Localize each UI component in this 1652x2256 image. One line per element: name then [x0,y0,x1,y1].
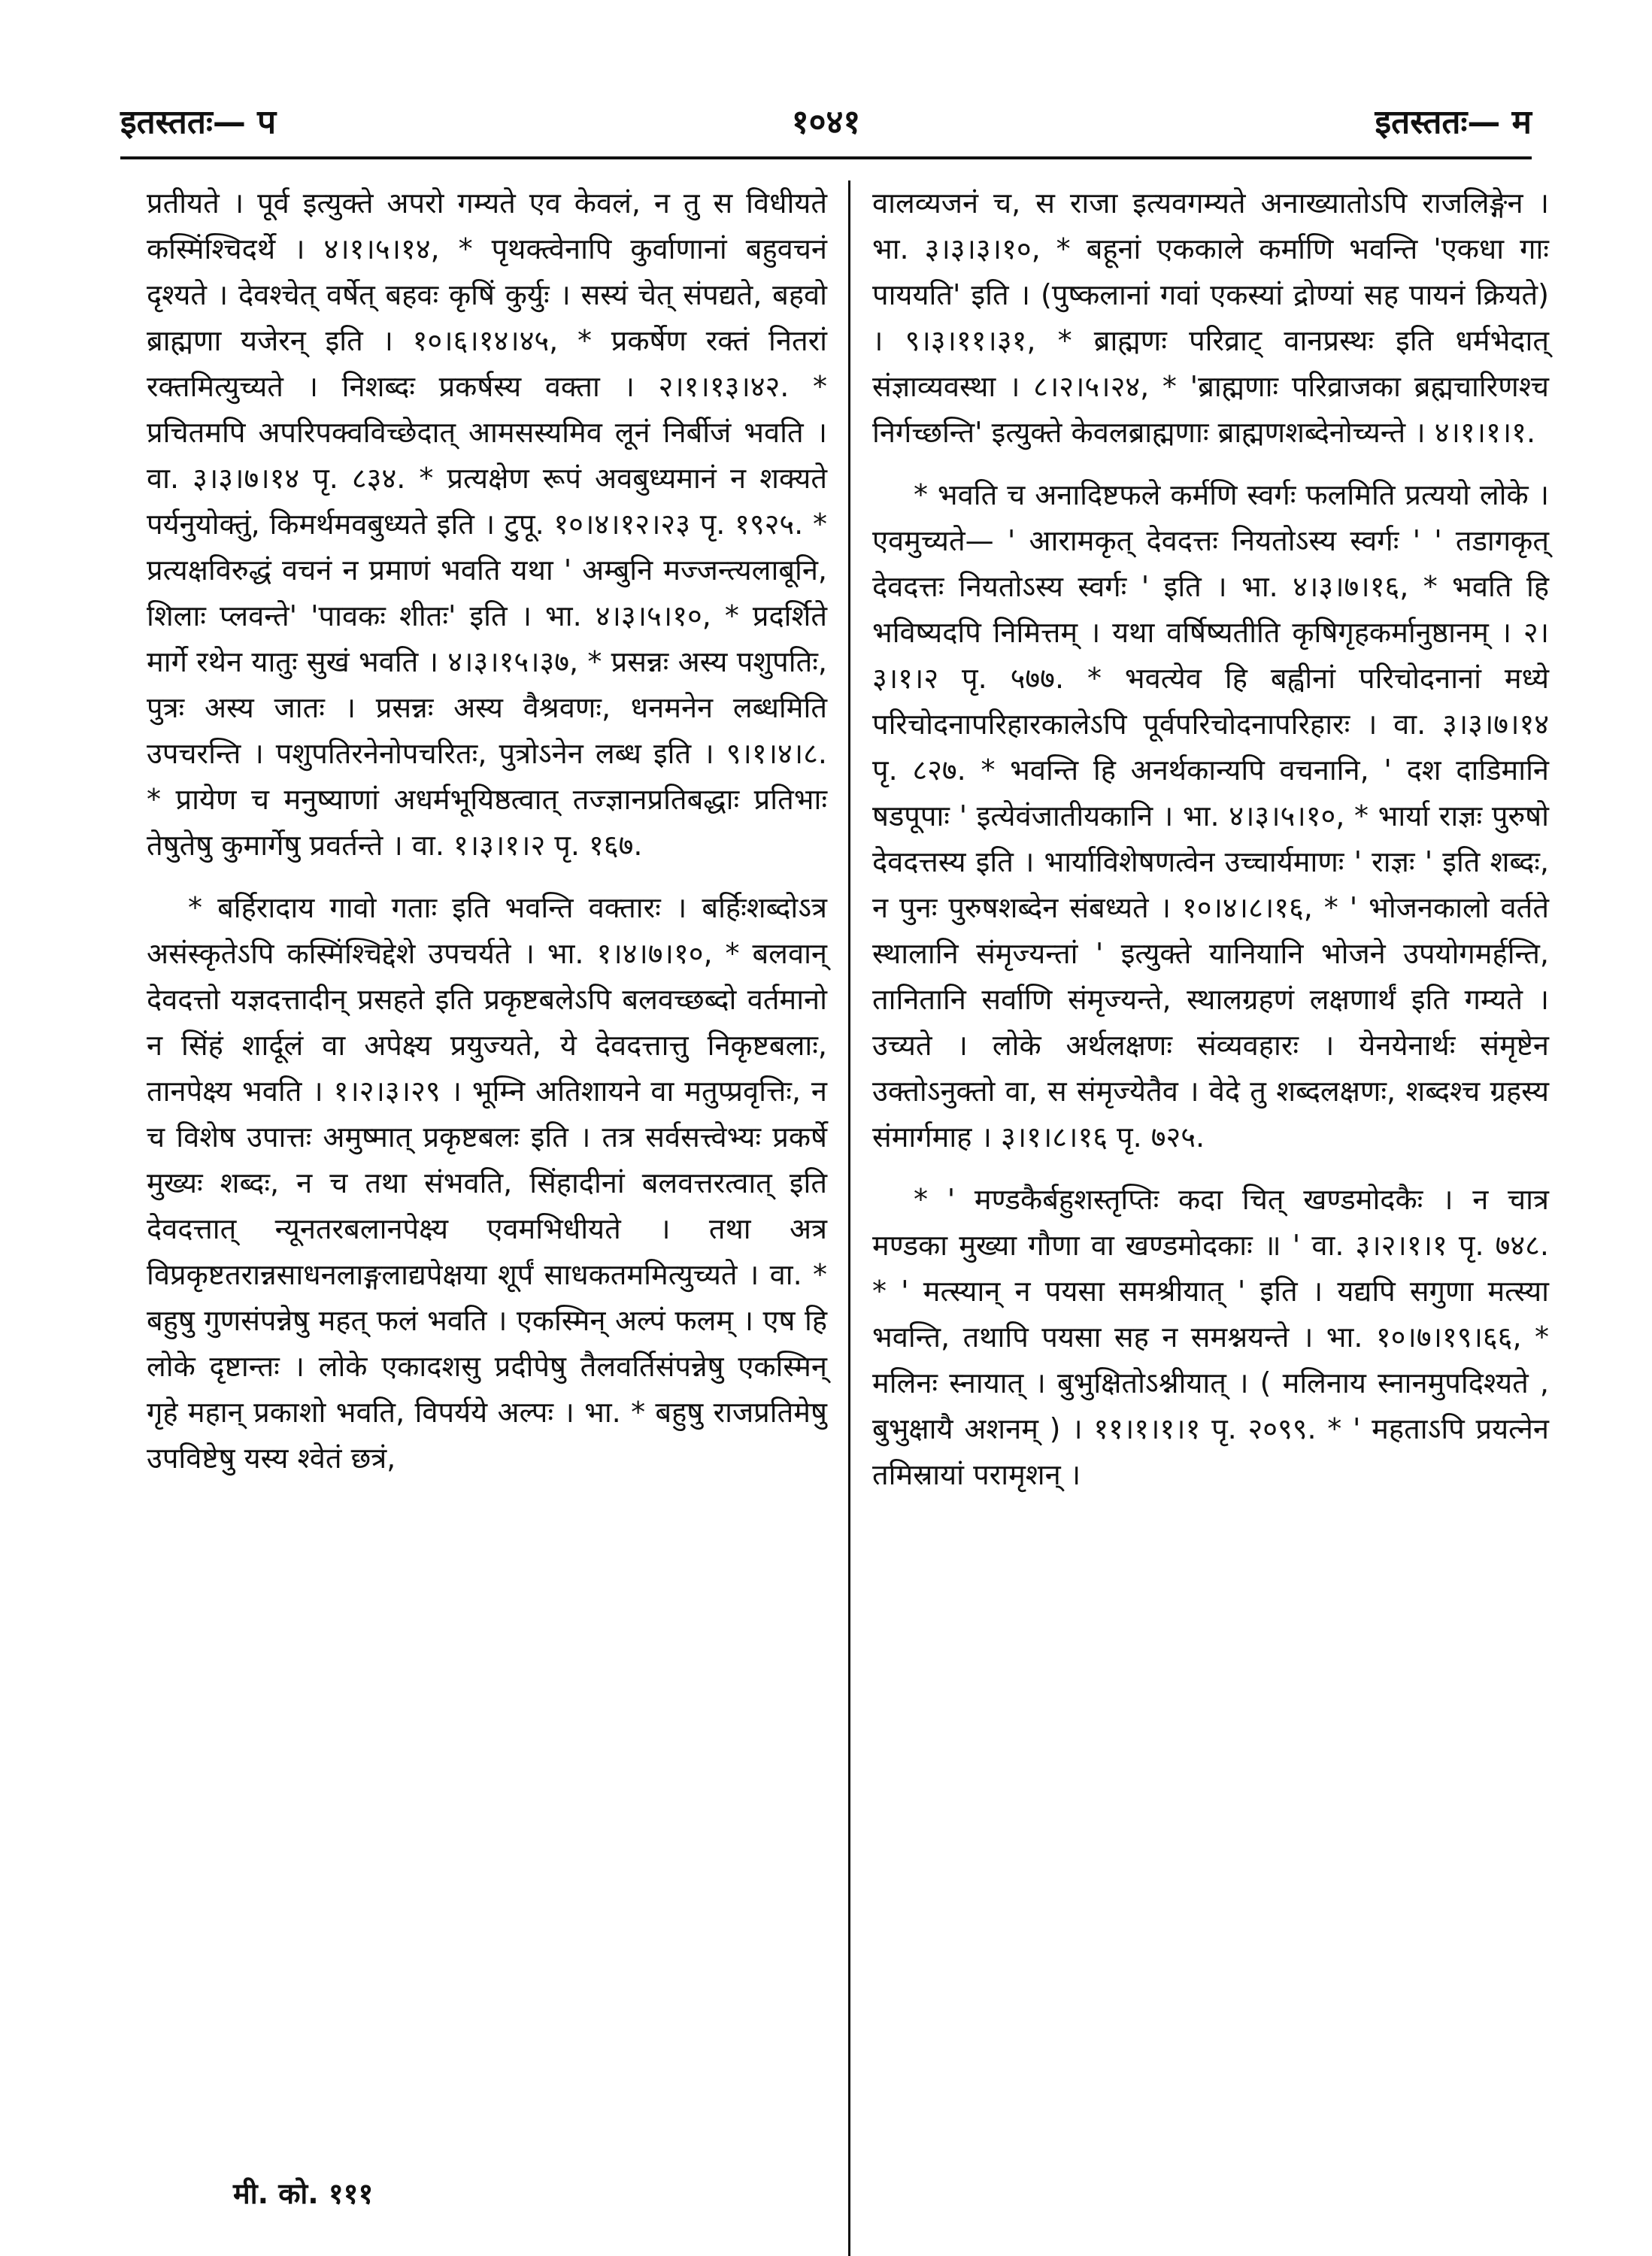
page-number: १०४१ [791,103,861,141]
footer-signature: मी. को. १११ [233,2177,374,2210]
right-column [872,180,1549,1515]
left-paragraph-2: * बर्हिरादाय गावो गताः इति भवन्ति वक्तारः । बर्हिःशब्दोऽत्र असंस्कृतेऽपि कस्मिंश्चिद्देशे उपचर्यते । भा. १।४।७।१०, * बलवान् देवदत्तो यज्ञदत्तादीन् प्रसहते इति प्रकृष्टबलेऽपि बलवच्छब्दो वर्तमानो न सिंहं शार्दूलं वा अपेक्ष्य प्रयुज्यते, ये देवदत्तात्तु निकृष्टबलाः, तानपेक्ष्य भवति । १।२।३।२९ । भूम्नि अतिशायने वा मतुप्प्रवृत्तिः, न च विशेष उपात्तः अमुष्मात् प्रकृष्टबलः इति । तत्र सर्वसत्त्वेभ्यः प्रकर्षे मुख्यः शब्दः, न च तथा संभवति, सिंहादीनां बलवत्तरत्वात् इति देवदत्तात् न्यूनतरबलानपेक्ष्य एवमभिधीयते । तथा अत्र विप्रकृष्टतरान्नसाधनलाङ्गलाद्यपेक्षया शूर्पं साधकतममित्युच्यते । वा. * बहुषु गुणसंपन्नेषु महत् फलं भवति । एकस्मिन् अल्पं फलम् । एष हि लोके दृष्टान्तः । लोके एकादशसु प्रदीपेषु तैलवर्तिसंपन्नेषु एकस्मिन् गृहे महान् प्रकाशो भवति, विपर्यये अल्पः । भा. * बहुषु राजप्रतिमेषु उपविष्टेषु यस्य श्वेतं छत्रं, [147,891,827,1475]
header-left-title: इतस्ततः— प [120,103,277,141]
right-paragraph-2: * भवति च अनादिष्टफले कर्मणि स्वर्गः फलमिति प्रत्ययो लोके । एवमुच्यते— ' आरामकृत् देवदत्तः नियतोऽस्य स्वर्गः ' ' तडागकृत् देवदत्तः नियतोऽस्य स्वर्गः ' इति । भा. ४।३।७।१६, * भवति हि भविष्यदपि निमित्तम् । यथा वर्षिष्यतीति कृषिगृहकर्मानुष्ठानम् । २।३।१।२ पृ. ५७७. * भवत्येव हि बह्वीनां परिचोदनानां मध्ये परिचोदनापरिहारकालेऽपि पूर्वपरिचोदनापरिहारः । वा. ३।३।७।१४ पृ. ८२७. * भवन्ति हि अनर्थकान्यपि वचनानि, ' दश दाडिमानि षडपूपाः ' इत्येवंजातीयकानि । भा. ४।३।५।१०, * भार्या राज्ञः पुरुषो देवदत्तस्य इति । भार्याविशेषणत्वेन उच्चार्यमाणः ' राज्ञः ' इति शब्दः, न पुनः पुरुषशब्देन संबध्यते । १०।४।८।१६, * ' भोजनकालो वर्तते स्थालानि संमृज्यन्तां ' इत्युक्ते यानियानि भोजने उपयोगमर्हन्ति, तानितानि सर्वाणि संमृज्यन्ते, स्थालग्रहणं लक्षणार्थं इति गम्यते । उच्यते । लोके अर्थलक्षणः संव्यवहारः । येनयेनार्थः संमृष्टेन उक्तोऽनुक्तो वा, स संमृज्येतैव । वेदे तु शब्दलक्षणः, शब्दश्च ग्रहस्य संमार्गमाह । ३।१।८।१६ पृ. ७२५. [872,478,1549,1154]
left-paragraph-1: प्रतीयते । पूर्व इत्युक्ते अपरो गम्यते एव केवलं, न तु स विधीयते कस्मिंश्चिदर्थे । ४।१।५।१४, * पृथक्त्वेनापि कुर्वाणानां बहुवचनं दृश्यते । देवश्चेत् वर्षेत् बहवः कृषिं कुर्युः । सस्यं चेत् संपद्यते, बहवो ब्राह्मणा यजेरन् इति । १०।६।१४।४५, * प्रकर्षेण रक्तं नितरां रक्तमित्युच्यते । निशब्दः प्रकर्षस्य वक्ता । २।१।१३।४२. * प्रचितमपि अपरिपक्वविच्छेदात् आमसस्यमिव लूनं निर्बीजं भवति । वा. ३।३।७।१४ पृ. ८३४. * प्रत्यक्षेण रूपं अवबुध्यमानं न शक्यते पर्यनुयोक्तुं, किमर्थमवबुध्यते इति । टुपू. १०।४।१२।२३ पृ. १९२५. * प्रत्यक्षविरुद्धं वचनं न प्रमाणं भवति यथा ' अम्बुनि मज्जन्त्यलाबूनि, शिलाः प्लवन्ते' 'पावकः शीतः' इति । भा. ४।३।५।१०, * प्रदर्शिते मार्गे रथेन यातुः सुखं भवति । ४।३।१५।३७, * प्रसन्नः अस्य पशुपतिः, पुत्रः अस्य जातः । प्रसन्नः अस्य वैश्रवणः, धनमनेन लब्धमिति उपचरन्ति । पशुपतिरनेनोपचरितः, पुत्रोऽनेन लब्ध इति । ९।१।४।८. * प्रायेण च मनुष्याणां अधर्मभूयिष्ठत्वात् तज्ज्ञानप्रतिबद्धाः प्रतिभाः तेषुतेषु कुमार्गेषु प्रवर्तन्ते । वा. १।३।१।२ पृ. १६७. [147,186,827,862]
column-divider [848,180,850,2256]
header-rule [120,156,1532,159]
right-paragraph-3: * ' मण्डकैर्बहुशस्तृप्तिः कदा चित् खण्डमोदकैः । न चात्र मण्डका मुख्या गौणा वा खण्डमोदकाः ॥ ' वा. ३।२।१।१ पृ. ७४८. * ' मत्स्यान् न पयसा समश्रीयात् ' इति । यद्यपि सगुणा मत्स्या भवन्ति, तथापि पयसा सह न समश्नयन्ते । भा. १०।७।१९।६६, * मलिनः स्नायात् । बुभुक्षितोऽश्नीयात् । ( मलिनाय स्नानमुपदिश्यते , बुभुक्षायै अशनम् ) । ११।१।१।१ पृ. २०९९. * ' महताऽपि प्रयत्नेन तमिस्रायां परामृशन् । [872,1183,1549,1491]
header-right-title: इतस्ततः— म [1375,103,1532,141]
running-header [120,98,1532,158]
right-paragraph-1: वालव्यजनं च, स राजा इत्यवगम्यते अनाख्यातोऽपि राजलिङ्गेन । भा. ३।३।३।१०, * बहूनां एककाले कर्माणि भवन्ति 'एकधा गाः पाययति' इति । (पुष्कलानां गवां एकस्यां द्रोण्यां सह पायनं क्रियते) । ९।३।११।३१, * ब्राह्मणः परिव्राट् वानप्रस्थः इति धर्मभेदात् संज्ञाव्यवस्था । ८।२।५।२४, * 'ब्राह्मणाः परिव्राजका ब्रह्मचारिणश्च निर्गच्छन्ति' इत्युक्ते केवलब्राह्मणाः ब्राह्मणशब्देनोच्यन्ते । ४।१।१।१. [872,186,1549,449]
left-column [147,180,827,1498]
